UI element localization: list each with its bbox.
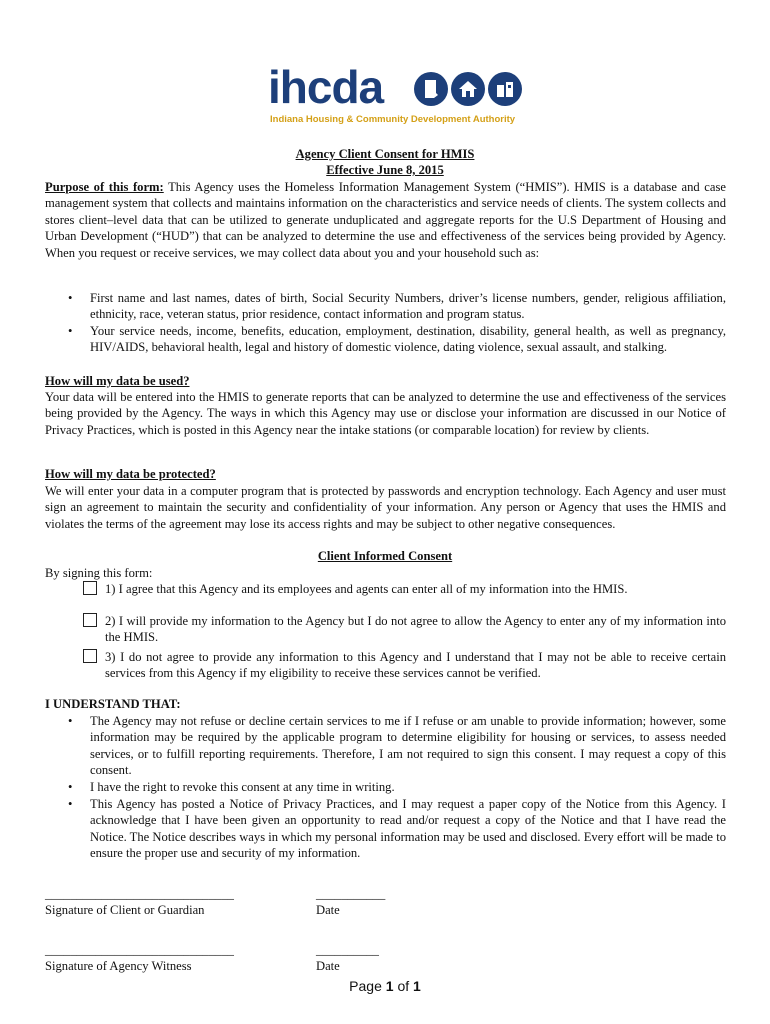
page-current: 1 bbox=[385, 978, 394, 994]
data-used-heading: How will my data be used? bbox=[45, 374, 190, 388]
witness-signature-line[interactable]: ______________________________ bbox=[45, 943, 234, 957]
client-date-line[interactable]: ___________ bbox=[316, 887, 386, 901]
bullet-icon: • bbox=[68, 324, 73, 338]
consent-option-3-label: 3) I do not agree to provide any information to this Agency and I understand that I may not be able to receive certain services from this Agency if my eligibility to receive these services cannot be verified. bbox=[105, 650, 726, 681]
bullet-text: The Agency may not refuse or decline certain services to me if I refuse or am unable to provide information; however, some information may be required by the applicable program to determine eligibility for housing or services, to assess needed services, or to fulfill reporting requirements. Therefore, I am not required to sign this consent. I may request a copy of this consent. bbox=[90, 714, 726, 778]
consent-option-1-label: 1) I agree that this Agency and its employees and agents can enter all of my information into the HMIS. bbox=[105, 582, 628, 596]
house-icon bbox=[451, 72, 485, 106]
bullet-text: This Agency has posted a Notice of Privacy Practices, and I may request a paper copy of the Notice from this Agency. I acknowledge that I have been given an opportunity to read and/or request a copy of the Notice and that I have read the Notice. The Notice describes ways in which my personal information may be used and disclosed. Every effort will be made to ensure the proper use and security of my information. bbox=[90, 797, 726, 861]
client-date-label: Date bbox=[316, 903, 340, 917]
page-number-footer bbox=[0, 978, 770, 994]
page-total: 1 bbox=[413, 978, 421, 994]
client-signature-line[interactable]: ______________________________ bbox=[45, 887, 234, 901]
data-used-paragraph: Your data will be entered into the HMIS to generate reports that can be analyzed to determine the use and effectiveness of the services being provided by the Agency. The ways in which this Agency may use or disclose your information are discussed in our Notice of Privacy Practices, which is posted in this Agency near the intake stations (or comparable location) for review by clients. bbox=[45, 390, 726, 437]
witness-date-line[interactable]: __________ bbox=[316, 943, 379, 957]
consent-intro: By signing this form: bbox=[45, 566, 153, 580]
purpose-label: Purpose of this form: bbox=[45, 180, 164, 194]
bullet-icon: • bbox=[68, 797, 73, 811]
logo-icons bbox=[414, 72, 522, 108]
consent-option-2-checkbox[interactable] bbox=[83, 613, 97, 627]
data-protected-paragraph: We will enter your data in a computer program that is protected by passwords and encryption technology. Each Agency and user must sign an agreement to maintain the security and confidentiality of your information. Any person or Agency that uses the HMIS and violates the terms of the agreement may lose its access rights and may be subject to other negative consequences. bbox=[45, 484, 726, 531]
bullet-icon: • bbox=[68, 780, 73, 794]
bullet-icon: • bbox=[68, 291, 73, 305]
consent-heading: Client Informed Consent bbox=[317, 549, 453, 563]
page-word: Page bbox=[349, 978, 382, 994]
logo-wordmark: ihcda bbox=[268, 61, 384, 113]
consent-option-2-label: 2) I will provide my information to the Agency but I do not agree to allow the Agency to enter any of my information into the HMIS. bbox=[105, 614, 726, 645]
witness-signature-label: Signature of Agency Witness bbox=[45, 959, 192, 973]
bullet-text: First name and last names, dates of birth, Social Security Numbers, driver’s license numbers, gender, religious affiliation, ethnicity, race, veteran status, prior residence, contact information and program status. bbox=[90, 291, 726, 322]
community-buildings-icon bbox=[488, 72, 522, 106]
document-title: Agency Client Consent for HMIS bbox=[295, 147, 475, 161]
witness-date-label: Date bbox=[316, 959, 340, 973]
bullet-text: I have the right to revoke this consent at any time in writing. bbox=[90, 780, 395, 794]
understand-heading: I UNDERSTAND THAT: bbox=[45, 697, 181, 711]
logo-subtitle: Indiana Housing & Community Development Authority bbox=[270, 114, 516, 125]
client-signature-label: Signature of Client or Guardian bbox=[45, 903, 205, 917]
consent-option-3-checkbox[interactable] bbox=[83, 649, 97, 663]
bullet-text: Your service needs, income, benefits, education, employment, destination, disability, general health, as well as pregnancy, HIV/AIDS, behavioral health, legal and history of domestic violence, dating violence, sexual assault, and stalking. bbox=[90, 324, 726, 355]
of-word: of bbox=[397, 978, 410, 994]
consent-option-1-checkbox[interactable] bbox=[83, 581, 97, 595]
data-protected-heading: How will my data be protected? bbox=[45, 467, 216, 481]
ihcda-logo bbox=[268, 61, 516, 132]
purpose-text: This Agency uses the Homeless Information Management System (“HMIS”). HMIS is a database and case management system that collects and maintains information on the characteristics and service needs of clients. The system collects and stores client–level data that can be utilized to generate unduplicated and aggregate reports for the U.S Department of Housing and Urban Development (“HUD”) that can be analyzed to determine the use and effectiveness of the services being provided by Agency. When you request or receive services, we may collect data about you and your household such as: bbox=[45, 180, 726, 260]
purpose-paragraph bbox=[45, 179, 726, 261]
effective-date: Effective June 8, 2015 bbox=[326, 163, 444, 177]
indiana-state-icon bbox=[414, 72, 448, 106]
bullet-icon: • bbox=[68, 714, 73, 728]
